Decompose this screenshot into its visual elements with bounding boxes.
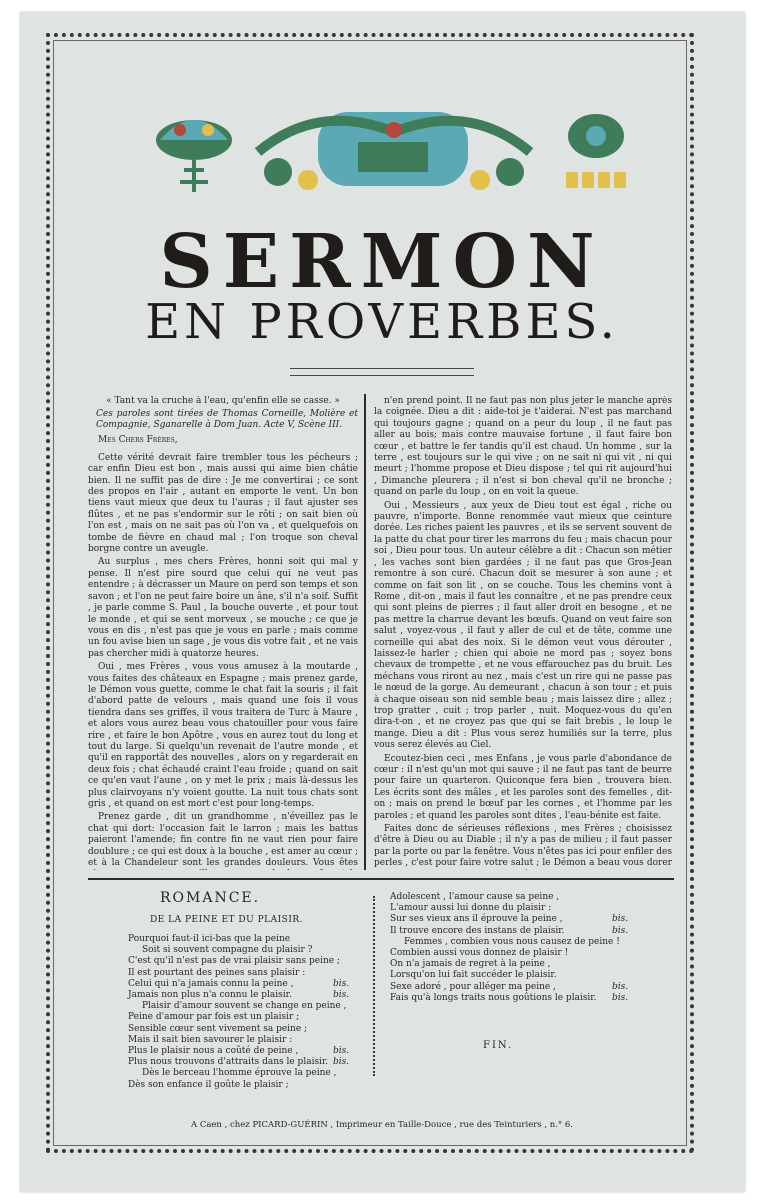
verse-bis: bis.: [612, 914, 629, 925]
verse-line: [390, 959, 660, 970]
verse-line: [390, 993, 660, 1004]
verse-line: [128, 1024, 358, 1035]
verse-line: [128, 1012, 358, 1023]
verse-text: L'amour aussi lui donne du plaisir :: [390, 903, 552, 914]
sermon-paragraph: Cette vérité devrait faire trembler tous les pécheurs ; car enfin Dieu est bon , mais aussi qui aime bien châtie bien. Il ne suffit pas de dire : Je me convertirai ; ce sont des propos en l'air , autant en emporte le vent. Un bon tiens vaut mieux que deux tu l'auras ; il faut ajuster ses flûtes , et ne pas s'endormir sur le rôti ; on sait bien où l'on est , mais on ne sait pas où l'on va , et quelquefois on tombe de fièvre en chaud mal ; l'on troque son cheval borgne contre un aveugle.: [88, 452, 358, 555]
title-line-1: SERMON: [159, 219, 605, 305]
title-line-2: EN PROVERBES.: [145, 294, 619, 350]
verse-line: [390, 903, 660, 914]
column-rule: [364, 394, 366, 870]
verse-text: Jamais non plus n'a connu le plaisir.: [128, 990, 292, 1001]
verse-text: Lorsqu'on lui fait succéder le plaisir.: [390, 970, 557, 981]
verse-text: Soit si souvent compagne du plaisir ?: [142, 945, 313, 956]
verse-bis: bis.: [333, 978, 350, 989]
verse-text: Il trouve encore des instans de plaisir.: [390, 925, 565, 936]
sermon-salutation: Mes Chers Frères,: [98, 435, 178, 446]
verse-bis: bis.: [612, 925, 629, 936]
romance-left-verses: [128, 934, 358, 1091]
verse-text: Pourquoi faut-il ici-bas que la peine: [128, 934, 291, 944]
verse-line: [128, 1068, 358, 1079]
verse-text: On n'a jamais de regret à la peine ,: [390, 959, 551, 970]
sermon-epigraph: « Tant va la cruche à l'eau, qu'enfin elle se casse. »: [106, 396, 340, 406]
sermon-source: Ces paroles sont tirées de Thomas Corneille, Molière et Compagnie, Sganarelle à Dom Juan. Acte V, Scène III.: [96, 409, 358, 431]
verse-line: [390, 948, 660, 959]
verse-line: [128, 1001, 358, 1012]
verse-line: [390, 982, 660, 993]
verse-line: [390, 970, 660, 981]
sermon-paragraph: Prenez garde , dit un grandhomme , n'éveillez pas le chat qui dort: l'occasion fait le larron ; mais les battus paieront l'amende; fin contre fin ne vaut rien pour faire doublure ; ce qui est doux à la bouche , est amer au cœur ; et à la Chandeleur sont les grandes douleurs. Vous êtes: [88, 812, 358, 869]
verse-bis: bis.: [333, 1057, 350, 1068]
verse-line: [128, 956, 358, 967]
verse-line: [128, 1080, 358, 1091]
verse-bis: bis.: [612, 981, 629, 992]
verse-line: [128, 1046, 358, 1057]
verse-text: C'est qu'il n'est pas de vrai plaisir sans peine ;: [128, 956, 340, 967]
romance-column-rule: [373, 896, 377, 1076]
verse-bis: bis.: [333, 990, 350, 1001]
verse-line: [128, 990, 358, 1001]
verse-text: Celui qui n'a jamais connu la peine ,: [128, 978, 294, 989]
verse-text: Femmes , combien vous nous causez de peine !: [404, 936, 620, 947]
romance-title: ROMANCE.: [160, 890, 261, 906]
verse-text: Plaisir d'amour souvent se change en peine ,: [142, 1001, 347, 1012]
verse-bis: bis.: [612, 992, 629, 1003]
verse-line: [128, 934, 358, 945]
verse-text: Dès le berceau l'homme éprouve la peine ,: [142, 1068, 337, 1079]
verse-text: Peine d'amour par fois est un plaisir ;: [128, 1012, 300, 1023]
right-floral-ornament: [560, 106, 632, 194]
verse-line: [390, 926, 660, 937]
romance-subtitle: DE LA PEINE ET DU PLAISIR.: [150, 915, 304, 925]
verse-text: Il est pourtant des peines sans plaisir :: [128, 967, 306, 978]
verse-text: Plus le plaisir nous a coûté de peine ,: [128, 1046, 299, 1057]
verse-text: Fais qu'à longs traits nous goûtions le plaisir.: [390, 992, 597, 1003]
sermon-paragraph: Faites donc de sérieuses réflexions , mes Frères ; choisissez d'être à Dieu ou au Diable ; il n'y a pas de milieu ; il faut passer par la porte ou par la fenêtre. Vous n'êtes pas ici pour enfiler des perles , c'est pour faire votre salut ; le Démon a beau vous dorer: [374, 824, 672, 869]
verse-line: [128, 1057, 358, 1068]
verse-text: Plus nous trouvons d'attraits dans le plaisir.: [128, 1057, 329, 1068]
verse-line: [128, 968, 358, 979]
central-garland-ornament: [248, 102, 540, 194]
verse-line: [390, 892, 660, 903]
sermon-paragraph: n'en prend point. Il ne faut pas non plus jeter le manche après la coignée. Dieu a dit : aide-toi je t'aiderai. N'est pas marchand qui toujours gagne ; quand on a peur du loup , il ne faut pas aller au bois; mais contre mauvaise fortune , il faut faire bon cœur , et battre le fer tandis qu'il est chaud. Un homme , sur la terre , est toujours sur le qui vive ; on ne sait ni qui vit , ni qui meurt ; l'homme propose et Dieu dispose ; tel qui rit aujourd'hui , Dimanche pleurera ; il n'est si bon cheval qu'il ne bronche ; quand on parle du loup , on en voit la queue.: [374, 396, 672, 498]
verse-bis: bis.: [333, 1046, 350, 1057]
verse-text: Combien aussi vous donnez de plaisir !: [390, 948, 569, 959]
sermon-paragraph: Ecoutez-bien ceci , mes Enfans , je vous parle d'abondance de cœur : il n'est qu'un mot qui sauve ; il ne faut pas tant de beurre pour faire un quarteron. Quiconque fera bien , trouvera bien. Les écrits sont des mâles , et les paroles sont des femelles , dit-on ; mais on prend le bœuf par les cornes , et l'homme par les paroles ; et quand les paroles sont dites , l'eau-bénite est faite.: [374, 753, 672, 821]
verse-line: [128, 945, 358, 956]
verse-text: Dès son enfance il goûte le plaisir ;: [128, 1079, 289, 1090]
verse-text: Adolescent , l'amour cause sa peine ,: [390, 892, 560, 902]
title-divider: [290, 368, 474, 376]
verse-line: [390, 914, 660, 925]
left-floral-ornament: [150, 100, 238, 196]
verse-line: [128, 1035, 358, 1046]
romance-right-verses: [390, 892, 660, 1004]
verse-text: Sexe adoré , pour alléger ma peine ,: [390, 981, 556, 992]
verse-line: [390, 937, 660, 948]
printer-imprint: A Caen , chez PICARD-GUÉRIN , Imprimeur en Taille-Douce , rue des Teinturiers , n.° 6.: [190, 1120, 573, 1130]
verse-line: [128, 979, 358, 990]
verse-text: Mais il sait bien savourer le plaisir :: [128, 1034, 293, 1045]
sermon-paragraph: Oui , mes Frères , vous vous amusez à la moutarde , vous faites des châteaux en Espagne ; mais prenez garde, le Démon vous guette, comme le chat fait la souris ; il fait d'abord patte de velours , mais quand une fois il vous tiendra dans ses griffes, il vous traitera de Turc à Maure , et alors vous aurez beau vous chatouiller pour vous faire rire , et faire le bon Apôtre , vous en aurez tout du long et tout du large. Si quelqu'un revenait de l'autre monde , et qu'il en rapportât des nouvelles , alors on y regarderait en deux fois ; chat échaudé craint l'eau froide ; quand on sait ce qu'en vaut l'aune , on y met le prix ; mais là-dessus les plus clairvoyans n'y voient goutte. La nuit tous chats sont gris , et quand on est mort c'est pour long-temps.: [88, 662, 358, 809]
sermon-right-column: [374, 396, 672, 870]
end-mark: FIN.: [483, 1040, 514, 1051]
verse-text: Sensible cœur sent vivement sa peine ;: [128, 1023, 308, 1034]
section-rule: [88, 878, 674, 880]
sermon-paragraph: Oui , Messieurs , aux yeux de Dieu tout est égal , riche ou pauvre, n'importe. Bonne renommée vaut mieux que ceinture dorée. Les riches paient les pauvres , et ils se servent souvent de la patte du chat pour tirer les marrons du feu ; mais chacun pour soi , Dieu pour tous. Un auteur célèbre a dit : Chacun son métier , les vaches sont bien gardées ; il ne faut pas que Gros-Jean remontre à son curé. Chacun doit se mesurer à son aune ; et comme on fait son lit , on se couche. Tous les chemins vont à Rome , dit-on , mais il faut les connaître , et ne pas prendre ceux qui sont pleins de pierres ; il faut aller droit en besogne , et ne pas mettre la charrue devant les bœufs. Quand on veut faire son salut , voyez-vous , il faut y aller de cul et de tête, comme une corneille qui abat des noix. Si le démon veut vous dérouter , laissez-le harler ; chien qui aboie ne mord pas ; soyez bons chevaux de trompette , et ne vous effarouchez pas du bruit. Les méchans vous riront au nez , mais c'est un rire qui ne passe pas le nœud de la gorge. Au demeurant , chacun à son tour ; et puis à chaque oiseau son nid semble beau ; mais laissez dire ; allez ; trop gratter , cuit ; trop parler , nuit. Moquez-vous du qu'en dira-t-on , et ne croyez pas que qui se fait brebis , le loup le mange. Dieu a dit : Plus vous serez humiliés sur la terre, plus vous serez élevés au Ciel.: [374, 500, 672, 751]
sermon-paragraph: Au surplus , mes chers Frères, honni soit qui mal y pense. Il n'est pire sourd que celui qui ne veut pas entendre ; à décrasser un Maure on perd son temps et son savon ; et l'on ne peut faire boire un âne, s'il n'a soif. Suffit , je parle comme S. Paul , la bouche ouverte , et pour tout le monde , et qui se sent morveux , se mouche ; ce que je vous en dis , n'est pas que je vous en parle ; mais comme un fou avise bien un sage , je vous dis votre fait , et ne vais pas chercher midi à quatorze heures.: [88, 557, 358, 659]
sermon-left-column: [88, 396, 358, 870]
verse-text: Sur ses vieux ans il éprouve la peine ,: [390, 914, 563, 925]
